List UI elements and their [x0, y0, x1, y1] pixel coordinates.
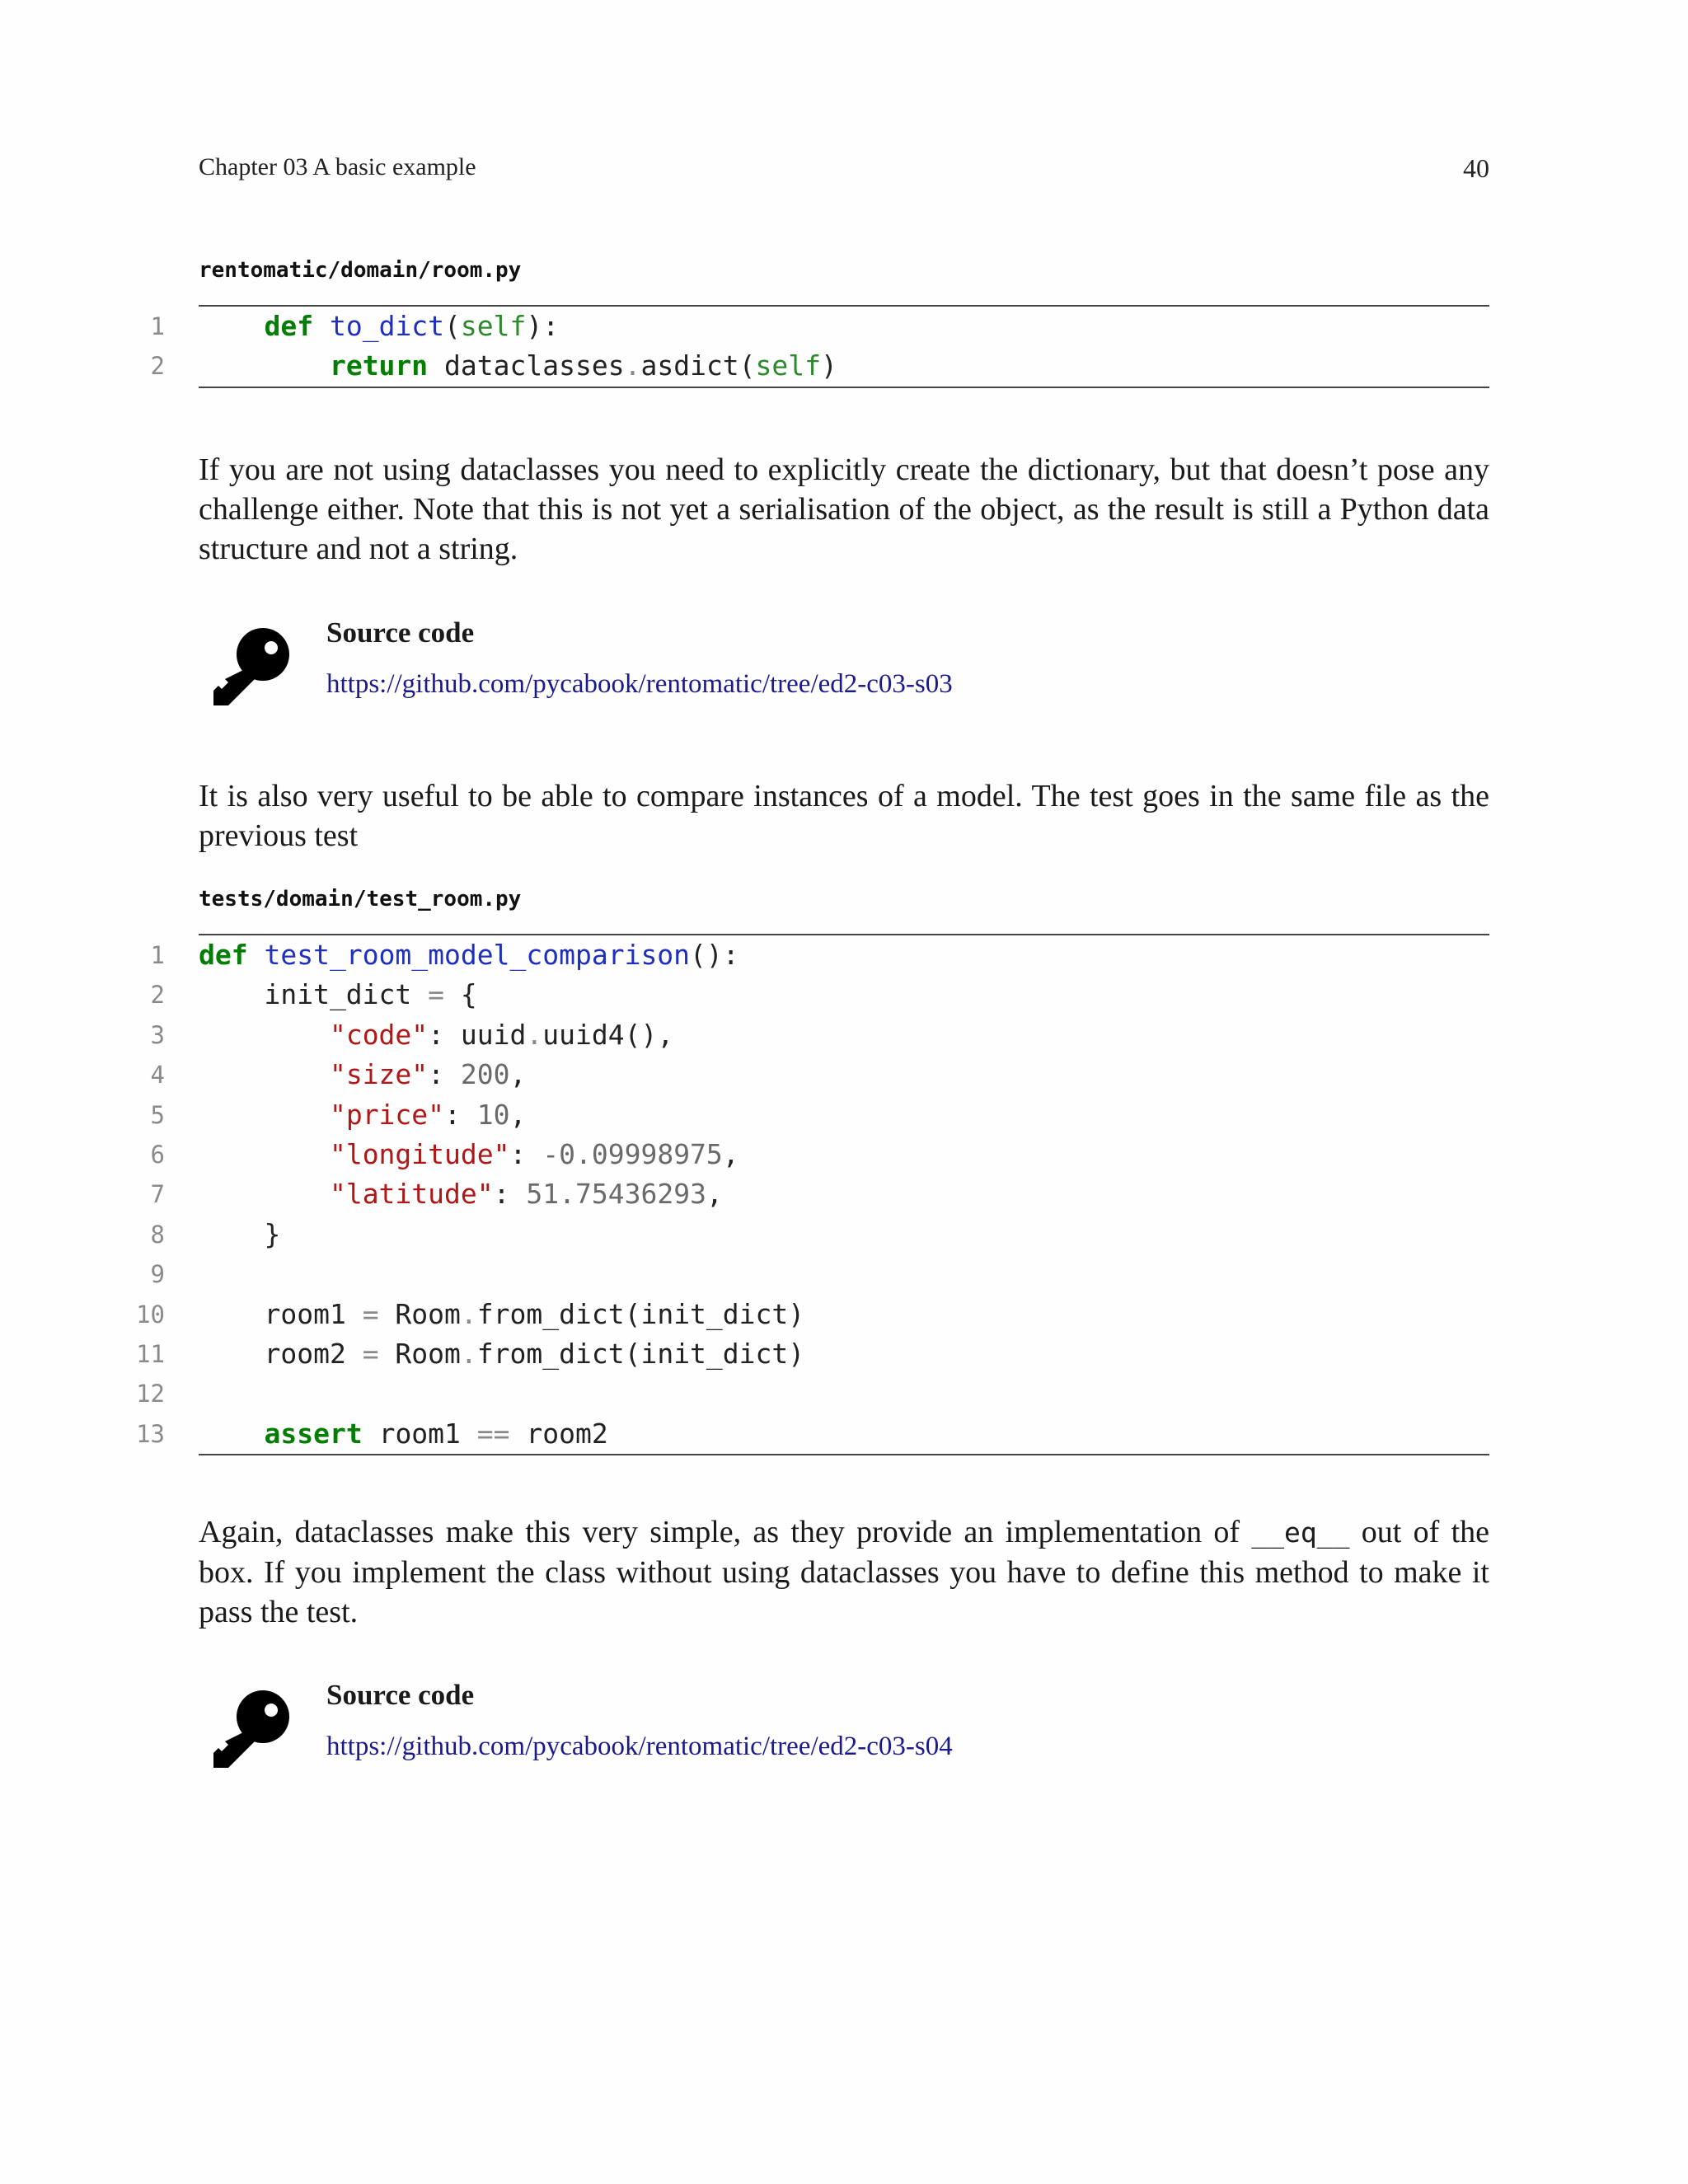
code-token: Room	[378, 1297, 461, 1330]
line-number: 12	[136, 1380, 165, 1408]
code-listing	[150, 305, 1489, 388]
key-icon	[212, 1685, 294, 1768]
code-token	[199, 1058, 330, 1090]
code-line	[136, 1374, 1489, 1413]
code-token	[313, 310, 330, 342]
code-token: "latitude"	[329, 1178, 494, 1211]
line-number: 4	[150, 1061, 165, 1090]
line-number: 5	[150, 1100, 165, 1129]
code-token: from_dict(init_dict)	[476, 1297, 805, 1330]
code-token: "size"	[329, 1058, 429, 1091]
code-token: :	[444, 1098, 477, 1131]
code-token: init_dict	[199, 978, 429, 1011]
line-number: 7	[150, 1180, 165, 1209]
code-line	[150, 935, 1489, 975]
code-line	[150, 1055, 1489, 1094]
code-token: ():	[690, 939, 739, 971]
code-line	[150, 1015, 1489, 1055]
chapter-title: Chapter 03 A basic example	[199, 153, 476, 180]
code-token: :	[493, 1178, 527, 1211]
page-number: 40	[1463, 153, 1489, 183]
code-line	[150, 1095, 1489, 1135]
key-icon	[212, 623, 294, 705]
code-token: dataclasses	[428, 349, 625, 382]
line-number: 2	[150, 352, 165, 381]
code-token: room1	[362, 1417, 477, 1450]
code-token	[199, 1019, 330, 1051]
code-token: test_room_model_comparison	[264, 939, 691, 971]
code-line	[150, 1215, 1489, 1254]
code-listing-caption: tests/domain/test_room.py	[199, 887, 522, 912]
code-token: "price"	[329, 1098, 445, 1131]
code-token: self	[755, 349, 822, 382]
code-token: ,	[706, 1178, 723, 1211]
code-token: room2	[199, 1337, 363, 1370]
line-number: 6	[150, 1140, 165, 1169]
body-paragraph: It is also very useful to be able to compare instances of a model. The test goes in the same file as the previous test	[199, 779, 1489, 853]
code-token: assert	[264, 1417, 363, 1450]
source-code-tip	[199, 616, 1023, 724]
code-token: =	[428, 978, 445, 1011]
source-code-link[interactable]: https://github.com/pycabook/rentomatic/tree/ed2-c03-s03	[326, 669, 953, 699]
code-token: =	[362, 1337, 379, 1370]
code-line	[136, 1295, 1489, 1334]
code-token: "code"	[329, 1018, 429, 1051]
line-number: 10	[136, 1300, 165, 1329]
code-token: .	[526, 1018, 543, 1051]
code-token: def	[199, 939, 248, 971]
code-token: (	[444, 310, 461, 342]
code-token: to_dict	[329, 310, 445, 342]
code-token	[199, 1138, 330, 1170]
code-line	[136, 1414, 1489, 1454]
code-token: return	[329, 349, 429, 382]
source-code-tip	[199, 1679, 1023, 1786]
code-token	[199, 1418, 264, 1450]
code-token: ,	[722, 1137, 739, 1170]
code-token: ):	[526, 310, 560, 342]
code-token: def	[264, 310, 314, 342]
line-number: 1	[150, 941, 165, 969]
code-line	[150, 1254, 1489, 1294]
line-number: 11	[136, 1339, 165, 1368]
code-token	[248, 939, 265, 971]
line-number: 3	[150, 1020, 165, 1049]
code-line	[136, 1334, 1489, 1374]
code-token: .	[460, 1337, 477, 1370]
code-token: "longitude"	[329, 1137, 510, 1170]
code-line	[150, 1174, 1489, 1214]
code-token: .	[460, 1297, 477, 1330]
code-token	[199, 310, 264, 342]
code-listing	[136, 934, 1489, 1455]
code-token: self	[460, 310, 527, 342]
code-token: ,	[509, 1058, 527, 1091]
code-token	[199, 1099, 330, 1131]
code-token: 200	[460, 1058, 510, 1091]
code-line	[150, 346, 1489, 386]
code-token: asdict(	[640, 349, 756, 382]
code-token	[199, 349, 330, 382]
code-token: =	[362, 1297, 379, 1330]
code-line	[150, 307, 1489, 346]
source-code-link[interactable]: https://github.com/pycabook/rentomatic/tree/ed2-c03-s04	[326, 1732, 953, 1761]
code-token: )	[821, 349, 837, 382]
line-number: 8	[150, 1220, 165, 1249]
code-token: ,	[509, 1098, 527, 1131]
tip-title: Source code	[326, 616, 475, 649]
code-token: room1	[199, 1297, 363, 1330]
code-token: }	[199, 1217, 281, 1250]
inline-code: __eq__	[1251, 1516, 1350, 1549]
line-number: 2	[150, 981, 165, 1010]
body-paragraph	[199, 1512, 1489, 1632]
tip-title: Source code	[326, 1679, 475, 1711]
code-token: : uuid	[428, 1018, 527, 1051]
code-token: from_dict(init_dict)	[476, 1337, 805, 1370]
code-token: .	[624, 349, 641, 382]
line-number: 1	[150, 312, 165, 340]
paragraph-text: Again, dataclasses make this very simple, as they provide an implementation of	[199, 1515, 1252, 1549]
code-listing-caption: rentomatic/domain/room.py	[199, 258, 522, 283]
line-number: 13	[136, 1419, 165, 1448]
code-token	[199, 1178, 330, 1210]
code-token: -0.09998975	[542, 1137, 723, 1170]
code-token: :	[428, 1058, 461, 1091]
code-token: uuid4(),	[542, 1018, 674, 1051]
code-line	[150, 1135, 1489, 1174]
code-token: 10	[476, 1098, 510, 1131]
code-token: ==	[476, 1417, 510, 1450]
line-number: 9	[150, 1260, 165, 1289]
code-token: :	[509, 1137, 543, 1170]
body-paragraph: If you are not using dataclasses you need to explicitly create the dictionary, but that doesn’t pose any challenge either. Note that this is not yet a serialisation of the object, as the result is still a Python data structure and not a string.	[199, 452, 1489, 566]
code-token: 51.75436293	[526, 1178, 706, 1211]
code-token: Room	[378, 1337, 461, 1370]
code-line	[150, 975, 1489, 1015]
code-token: room2	[509, 1417, 608, 1450]
paragraph-text: out of the box. If you implement the class without using dataclasses you have to define this method to make it pass the test.	[199, 1515, 1489, 1629]
code-token: {	[444, 978, 477, 1011]
